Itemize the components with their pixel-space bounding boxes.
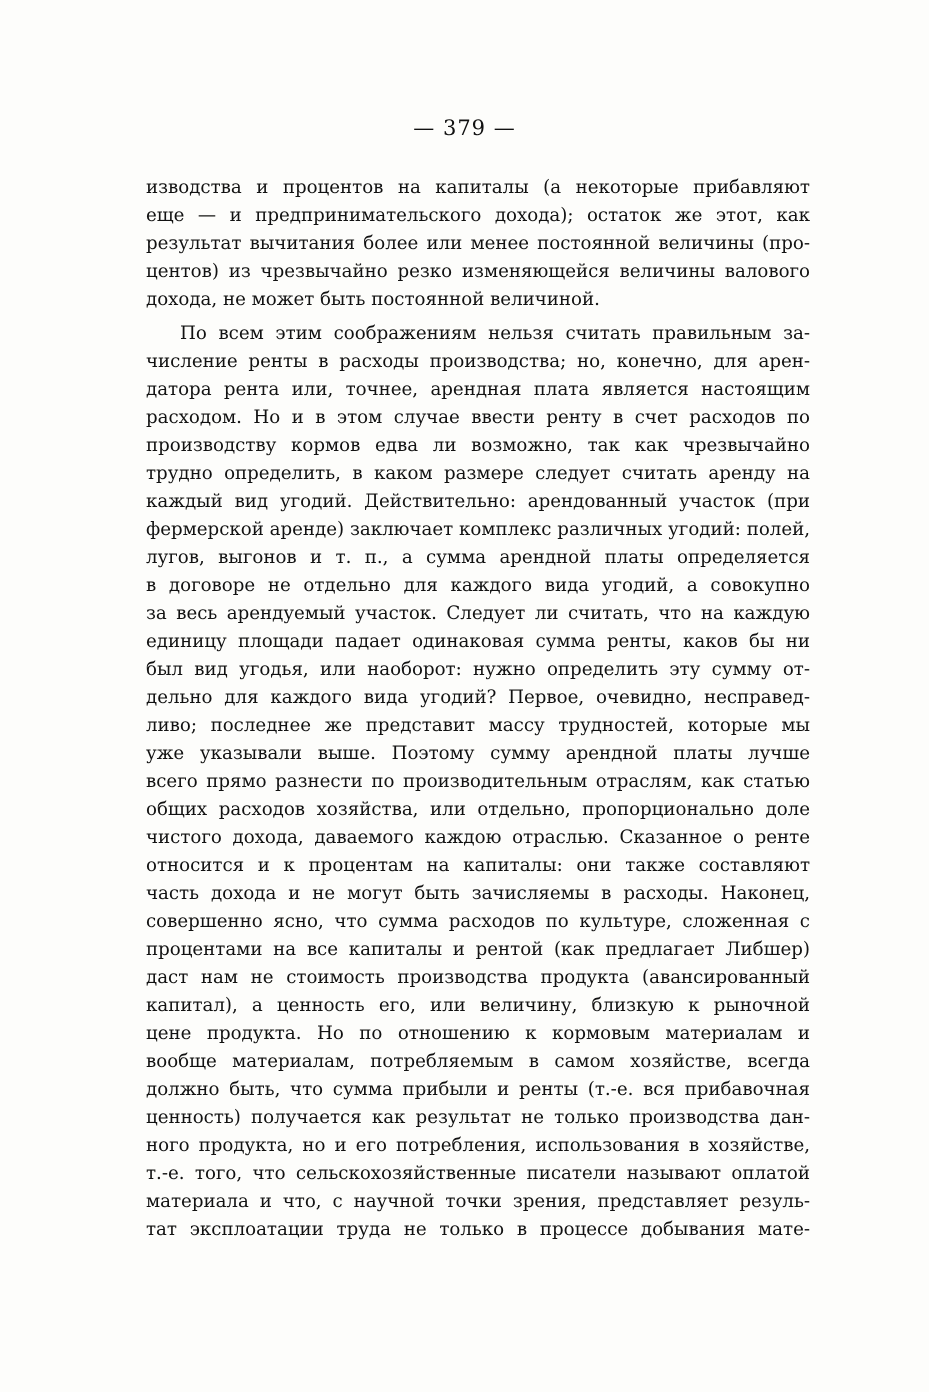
paragraph-2 <box>146 320 810 1244</box>
text-line: совершенно ясно, что сумма расходов по культуре, сложенная с <box>146 911 810 932</box>
text-line: часть дохода и не могут быть зачисляемы в расходы. Наконец, <box>146 883 810 904</box>
text-line: результат вычитания более или менее постоянной величины (про- <box>146 233 810 254</box>
text-line: цене продукта. Но по отношению к кормовым материалам и <box>146 1023 810 1044</box>
text-line: за весь арендуемый участок. Следует ли считать, что на каждую <box>146 603 810 624</box>
text-line: ливо; последнее же представит массу трудностей, которые мы <box>146 715 810 736</box>
text-line: изводства и процентов на капиталы (а некоторые прибавляют <box>146 177 810 198</box>
text-line: дельно для каждого вида угодий? Первое, очевидно, несправед- <box>146 687 810 708</box>
text-line: каждый вид угодий. Действительно: арендованный участок (при <box>146 491 810 512</box>
text-line: должно быть, что сумма прибыли и ренты (т.-е. вся прибавочная <box>146 1079 810 1100</box>
body-text <box>146 174 810 1244</box>
text-line: ного продукта, но и его потребления, использования в хозяйстве, <box>146 1135 810 1156</box>
text-line: числение ренты в расходы производства; но, конечно, для арен- <box>146 351 810 372</box>
text-line: уже указывали выше. Поэтому сумму арендной платы лучше <box>146 743 810 764</box>
text-line: центов) из чрезвычайно резко изменяющейся величины валового <box>146 261 810 282</box>
text-line: еще — и предпринимательского дохода); остаток же этот, как <box>146 205 810 226</box>
text-line: трудно определить, в каком размере следует считать аренду на <box>146 463 810 484</box>
page-number: — 379 — <box>413 116 516 140</box>
text-line: был вид угодья, или наоборот: нужно определить эту сумму от- <box>146 659 810 680</box>
text-line: датора рента или, точнее, арендная плата является настоящим <box>146 379 810 400</box>
text-line: ценность) получается как результат не только производства дан- <box>146 1107 810 1128</box>
text-line: относится и к процентам на капиталы: они также составляют <box>146 855 810 876</box>
text-line: фермерской аренде) заключает комплекс различных угодий: полей, <box>146 519 810 540</box>
text-line: даст нам не стоимость производства продукта (авансированный <box>146 967 810 988</box>
text-line: тат эксплоатации труда не только в процессе добывания мате- <box>146 1219 810 1240</box>
paragraph-1 <box>146 174 810 314</box>
text-line: т.-е. того, что сельскохозяйственные писатели называют оплатой <box>146 1163 810 1184</box>
text-line: общих расходов хозяйства, или отдельно, пропорционально доле <box>146 799 810 820</box>
text-line: в договоре не отдельно для каждого вида угодий, а совокупно <box>146 575 810 596</box>
text-line: расходом. Но и в этом случае ввести ренту в счет расходов по <box>146 407 810 428</box>
text-line: материала и что, с научной точки зрения, представляет резуль- <box>146 1191 810 1212</box>
text-line: дохода, не может быть постоянной величиной. <box>146 289 600 310</box>
text-line: чистого дохода, даваемого каждою отраслью. Сказанное о ренте <box>146 827 810 848</box>
text-line: капитал), а ценность его, или величину, близкую к рыночной <box>146 995 810 1016</box>
text-line: процентами на все капиталы и рентой (как предлагает Либшер) <box>146 939 810 960</box>
text-line: вообще материалам, потребляемым в самом хозяйстве, всегда <box>146 1051 810 1072</box>
text-line: всего прямо разнести по производительным отраслям, как статью <box>146 771 810 792</box>
text-line: производству кормов едва ли возможно, так как чрезвычайно <box>146 435 810 456</box>
text-line: По всем этим соображениям нельзя считать правильным за- <box>180 323 810 344</box>
text-line: единицу площади падает одинаковая сумма ренты, каков бы ни <box>146 631 810 652</box>
text-line: лугов, выгонов и т. п., а сумма арендной платы определяется <box>146 547 810 568</box>
